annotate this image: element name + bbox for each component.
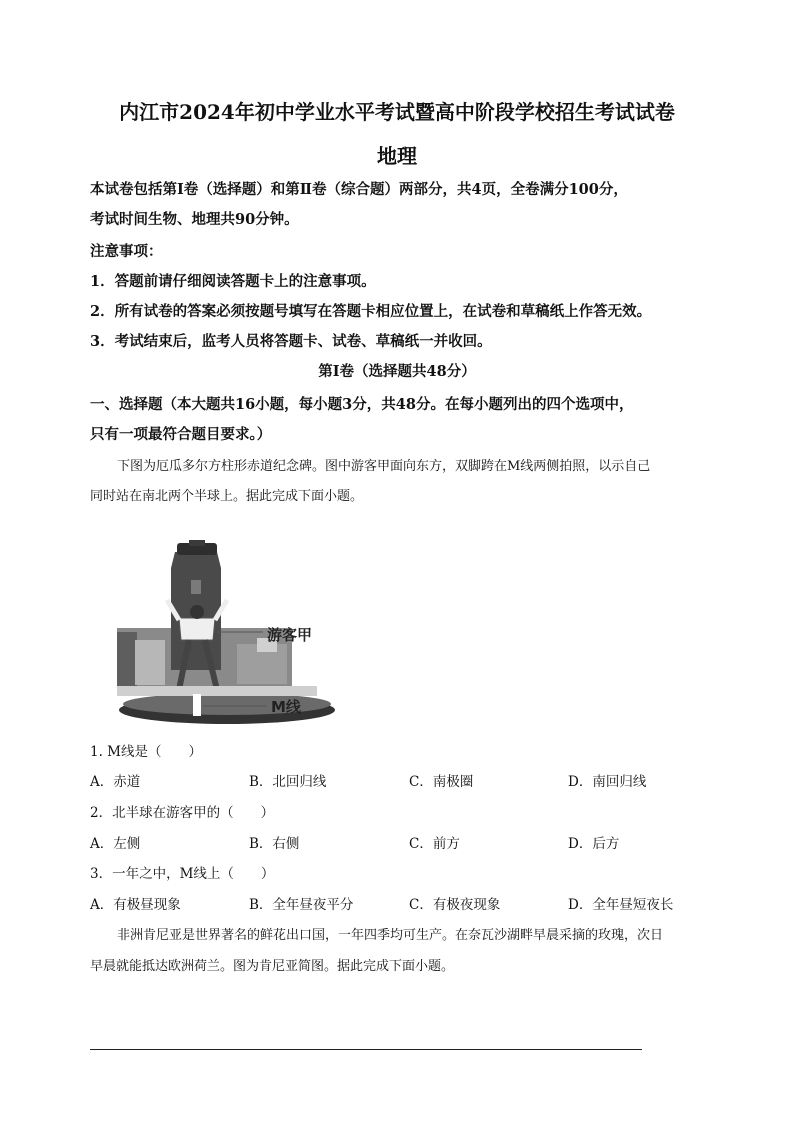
passage2-line-2: 早晨就能抵达欧洲荷兰。图为肯尼亚简图。据此完成下面小题。 bbox=[90, 959, 455, 974]
notice-3: 3．考试结束后，监考人员将答题卡、试卷、草稿纸一并收回。 bbox=[90, 333, 492, 350]
q2-option-d: D．后方 bbox=[568, 836, 620, 852]
intro-line-2: 考试时间生物、地理共90分钟。 bbox=[90, 211, 299, 228]
notice-2: 2．所有试卷的答案必须按题号填写在答题卡相应位置上，在试卷和草稿纸上作答无效。 bbox=[90, 303, 652, 320]
subject-title: 地理 bbox=[377, 144, 417, 168]
q3-option-b: B．全年昼夜平分 bbox=[249, 897, 354, 913]
q1-option-a: A．赤道 bbox=[90, 774, 141, 790]
q1-option-c: C．南极圈 bbox=[409, 774, 474, 790]
q2-option-b: B．右侧 bbox=[249, 836, 300, 852]
label-tourist: 游客甲 bbox=[267, 626, 313, 644]
q3-option-c: C．有极夜现象 bbox=[409, 897, 501, 913]
passage2-line-1: 非洲肯尼亚是世界著名的鲜花出口国，一年四季均可生产。在奈瓦沙湖畔早晨采摘的玫瑰，次日 bbox=[117, 928, 664, 943]
q1-option-d: D．南回归线 bbox=[568, 774, 647, 790]
footer-divider bbox=[90, 1049, 642, 1050]
question-1-stem: 1. M线是（ ） bbox=[90, 744, 202, 760]
passage1-line-1: 下图为厄瓜多尔方柱形赤道纪念碑。图中游客甲面向东方，双脚跨在M线两侧拍照，以示自己 bbox=[117, 459, 651, 474]
q2-option-a: A．左侧 bbox=[90, 836, 141, 852]
q3-option-a: A．有极昼现象 bbox=[90, 897, 181, 913]
notice-1: 1．答题前请仔细阅读答题卡上的注意事项。 bbox=[90, 273, 376, 290]
q2-option-c: C．前方 bbox=[409, 836, 460, 852]
notice-heading: 注意事项： bbox=[90, 243, 163, 260]
part-heading-1: 一、选择题（本大题共16小题，每小题3分，共48分。在每小题列出的四个选项中， bbox=[90, 396, 634, 413]
section-title: 第Ⅰ卷（选择题共48分） bbox=[318, 363, 476, 380]
label-m-line: M线 bbox=[271, 698, 301, 716]
monument-photo bbox=[117, 540, 357, 730]
question-2-stem: 2．北半球在游客甲的（ ） bbox=[90, 805, 275, 821]
exam-title: 内江市2024年初中学业水平考试暨高中阶段学校招生考试试卷 bbox=[119, 100, 675, 124]
equator-monument-figure bbox=[117, 540, 357, 730]
intro-line-1: 本试卷包括第Ⅰ卷（选择题）和第Ⅱ卷（综合题）两部分，共4页，全卷满分100分， bbox=[90, 181, 628, 198]
q1-option-b: B．北回归线 bbox=[249, 774, 327, 790]
passage1-line-2: 同时站在南北两个半球上。据此完成下面小题。 bbox=[90, 489, 364, 504]
q3-option-d: D．全年昼短夜长 bbox=[568, 897, 674, 913]
part-heading-2: 只有一项最符合题目要求。） bbox=[90, 426, 272, 443]
question-3-stem: 3．一年之中，M线上（ ） bbox=[90, 866, 275, 882]
